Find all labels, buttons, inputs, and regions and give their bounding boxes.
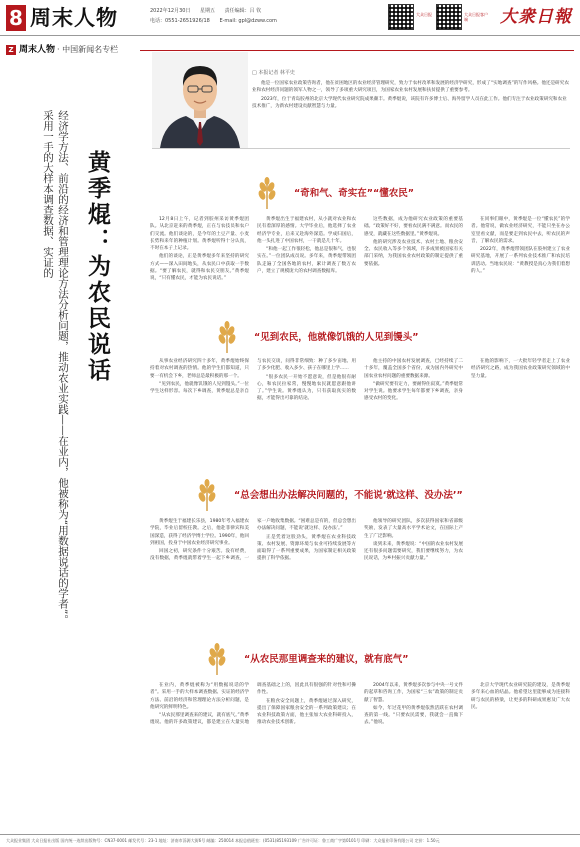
wheat-icon (250, 177, 284, 211)
page-number: 8 (6, 5, 26, 31)
masthead (0, 0, 580, 36)
paragraph: 他的研究涉及农业技术、农村土地、粮食安全、农民收入等多个领域，许多成果被国家有关部门采纳，为我国农业农村政策的制定提供了重要依据。 (364, 239, 463, 267)
paragraph: “从农民那里调查来的建议，就有底气。”黄季焜说。他的许多政策建议，都是建立在大量实地调查基础之上的，因此具有很强的针对性和可操作性。 (150, 683, 356, 726)
column-icon: Z (6, 45, 16, 55)
column-subtitle: · 中国新闻名专栏 (57, 45, 119, 54)
portrait-photo (152, 52, 248, 148)
paragraph: 在粮食安全问题上，黄季焜通过深入研究，提出了保障国家粮食安全的一系列政策建议；在农业科技政策方面，他主张加大农业科研投入，推动农业技术创新。 (257, 698, 356, 726)
paragraph: “很多农民一开始不愿意说，但是他很有耐心，和农民拉家常，慢慢地农民就愿意跟他讲了。”学生说。黄季焜认为，只有获取真实的数据，才能得出可靠的结论。 (257, 374, 356, 402)
column-banner (6, 43, 118, 57)
byline: □ 本报记者 林平史 (252, 70, 295, 76)
paragraph: 黄季焜生于福建长乐县，1980年考入福建农学院，毕业后留校任教。之后，他赴菲律宾和美国深造，获得了经济学博士学位。1990年，他回到祖国，投身于中国农业经济研究事业。 (150, 519, 249, 546)
paragraph: 从事农业经济研究四十多年，黄季焜始终保持着对农村调查的热情。他的学生们都知道，只要一有机会下乡，老师总是最积极的那一个。 (150, 359, 249, 379)
intro-paragraph: 2023年，位于青岛胶州的北京大学现代农业研究院成果颇丰。黄季焜说，该院有许多博士后、海外留学人员在此工作。他们专注于农业政策研究和农业技术推广，为新农村建设贡献智慧与力量。 (252, 97, 567, 109)
section-title: “奇和气、奇实在”“懂农民” (294, 188, 414, 199)
paragraph: 他们的谈论，正是黄季焜多年来坚持的研究方式——深入田间地头，从农民口中获取一手数据。“要了解农民，就得和农民交朋友。”黄季焜说，“只有懂农民，才能为农民说话。” (150, 254, 249, 282)
paragraph: 这些数据，成为他研究农业政策的重要基础。“政策好不好，要看农民满不满意。而农民的感受，就藏在这些数据里。”黄季焜说。 (364, 217, 463, 237)
qr-code-icon[interactable] (388, 4, 414, 30)
weekday: 星期五 (200, 8, 216, 14)
paragraph: 他主持的中国农村发展调查，已经持续了二十多年，覆盖全国多个省份，成为国内外研究中国农业农村问题的重要数据来源。 (364, 359, 463, 379)
paragraph: 回国之初，研究条件十分艰苦。没有经费，没有数据，黄季焜就带着学生一起下乡调查，一家一户地收集数据。“困难总是有的，但总会想出办法解决问题，不能说‘就这样、没办法’。” (150, 519, 356, 562)
email: E-mail: gpl@dzww.com (219, 18, 277, 24)
newspaper-logo: 大衆日報 (500, 7, 572, 27)
qr-label: 大众日报 (416, 12, 432, 17)
paragraph: 在他的影响下，一大批年轻学者走上了农业经济研究之路，成为我国农业政策研究领域的中坚力量。 (471, 359, 570, 379)
wheat-icon (210, 321, 244, 355)
section-heading (210, 318, 419, 358)
section-title: “从农民那里调查来的建议，就有底气” (244, 654, 409, 665)
section-heading (190, 476, 463, 516)
paragraph: 2022年，黄季焜带领团队在胶州建立了农业研究基地，开展了一系列农业技术推广和农民培训活动。当地农民说：“黄教授是真心为我们着想的人。” (471, 247, 570, 275)
paragraph: 在业内，黄季焜被称为“用数据说话的学者”。采用一手的大样本调查数据、实证的经济学方法、前沿的经济和管理理论方法分析问题，是他研究的鲜明特色。 (150, 683, 249, 710)
divider (140, 50, 574, 51)
paragraph: 黄季焜出生于福建农村，从小就对农业和农民有着深厚的感情。大学毕业后，他选择了农业经济学专业，后来又赴海外深造。学成归国后，他一头扎进了中国农村，一干就是几十年。 (257, 217, 356, 244)
editor: 责任编辑：吕 钦 (224, 8, 262, 14)
article-body (150, 358, 570, 478)
qr-code-icon[interactable] (436, 4, 462, 30)
footer: 大众报业集团 大众日报社出版 国内统一连续出版物号：CN37-0001 邮发代号：23-1 地址：济南市泺源大街6号 邮编：250014 本报总值班室：(0531)85193109 广告许可证：鲁工商广字第0101号 印刷：大众报业印务有限公司 定价：1.50元 (0, 834, 580, 847)
paragraph: 12月8日上午，记者到胶州采访黄季焜团队。从北京赶来的黄季焜，正在与农技员和农户们交流。他们谈论的，是今年的土豆产量、小麦长势和来年的种植计划。黄季焜听得十分认真，不时在本子上记录。 (150, 217, 249, 252)
paragraph: 谈到未来，黄季焜说：“中国的农业农村发展还有很多问题需要研究，我们要继续努力，为农民说话，为乡村振兴贡献力量。” (364, 541, 463, 562)
paragraph: 正是凭着这股劲头，黄季焜在农业科技政策、农村发展、资源环境与农业可持续发展等方面取得了一系列重要成果，为国家制定相关政策提供了科学依据。 (257, 534, 356, 562)
divider (152, 148, 570, 149)
phone: 电话：0551-2651926/18 (150, 18, 210, 24)
article-body (150, 216, 570, 321)
paragraph: “和他一起工作很轻松，他总是很和气，也很实在。”一位团队成员说。多年来，黄季焜带领团队走遍了全国各地的农村，累计调查了数万农户，建立了规模庞大的农村调查数据库。 (257, 247, 356, 275)
paragraph: 2004年以来，黄季焜多次参与中央一号文件的起草和咨询工作，为国家“三农”政策的制定贡献了智慧。 (364, 683, 463, 703)
section-title: “见到农民，他就像饥饿的人见到馒头” (254, 332, 419, 343)
section-title: “总会想出办法解决问题的，不能说‘就这样、没办法’” (234, 490, 463, 501)
wheat-icon (200, 643, 234, 677)
qr-label: 大众日报客户端 (464, 12, 488, 22)
paragraph: “做研究要有定力，要耐得住寂寞。”黄季焜常对学生说。他要求学生每年都要下乡调查，亲身感受农村的变化。 (364, 381, 463, 402)
section-heading (200, 640, 409, 680)
section-title: 周末人物 (30, 6, 118, 30)
date-line (150, 8, 269, 14)
article-body (150, 682, 570, 830)
section-heading (250, 174, 414, 214)
paragraph: 如今，年过花甲的黄季焜依然活跃在农村调查的第一线。“只要农民需要，我就会一直做下去。”他说。 (364, 705, 463, 726)
intro-paragraph: 他是一位国家农业政策咨询者，他在贫困地区的农业经济管理研究，致力于农村改革和发展的经济学研究，形成了“实地调查”的写作风格。他还是研究农业和农村经济问题的领军人物之一，领导了多项重大研究项目，为国家农业农村发展和扶贫提供了重要参考。 (252, 81, 569, 93)
column-name: 周末人物 (19, 45, 56, 55)
article-body (150, 518, 570, 640)
wheat-icon (190, 479, 224, 513)
intro-text (252, 80, 570, 112)
issue-date: 2022年12月30日 (150, 8, 191, 14)
headline-deck: 经济学方法、前沿的经济和管理理论方法分析问题，推动农业实践——在业内，他被称为“用数据说话的学者”。采用一手的大样本调查数据、实证的 (42, 110, 69, 625)
paragraph: “见到农民，他就像饥饿的人见到馒头。”一位学生这样形容。每次下乡调查，黄季焜总是亲自与农民交谈，问得非常细致：种了多少亩地、用了多少化肥、收入多少、孩子在哪里上学…… (150, 359, 356, 395)
paragraph: 北京大学现代农业研究院的建设，是黄季焜多年来心血的结晶。他希望这里能够成为连接科研与农民的桥梁，让更多的科研成果惠及广大农民。 (471, 683, 570, 710)
headline: 黄季焜：为农民说话 (84, 150, 111, 384)
paragraph: 他领导的研究团队，多次获得国家和省部级奖励，发表了大量高水平学术论文，在国际上产生了广泛影响。 (364, 519, 463, 539)
paragraph: 在同事们眼中，黄季焜是一位“懂农民”的学者。他常说，做农业经济研究，不能只坐在办公室里看文献，而是要走到农民中去，听农民的声音，了解农民的需求。 (471, 217, 570, 244)
contact-line (150, 18, 285, 24)
